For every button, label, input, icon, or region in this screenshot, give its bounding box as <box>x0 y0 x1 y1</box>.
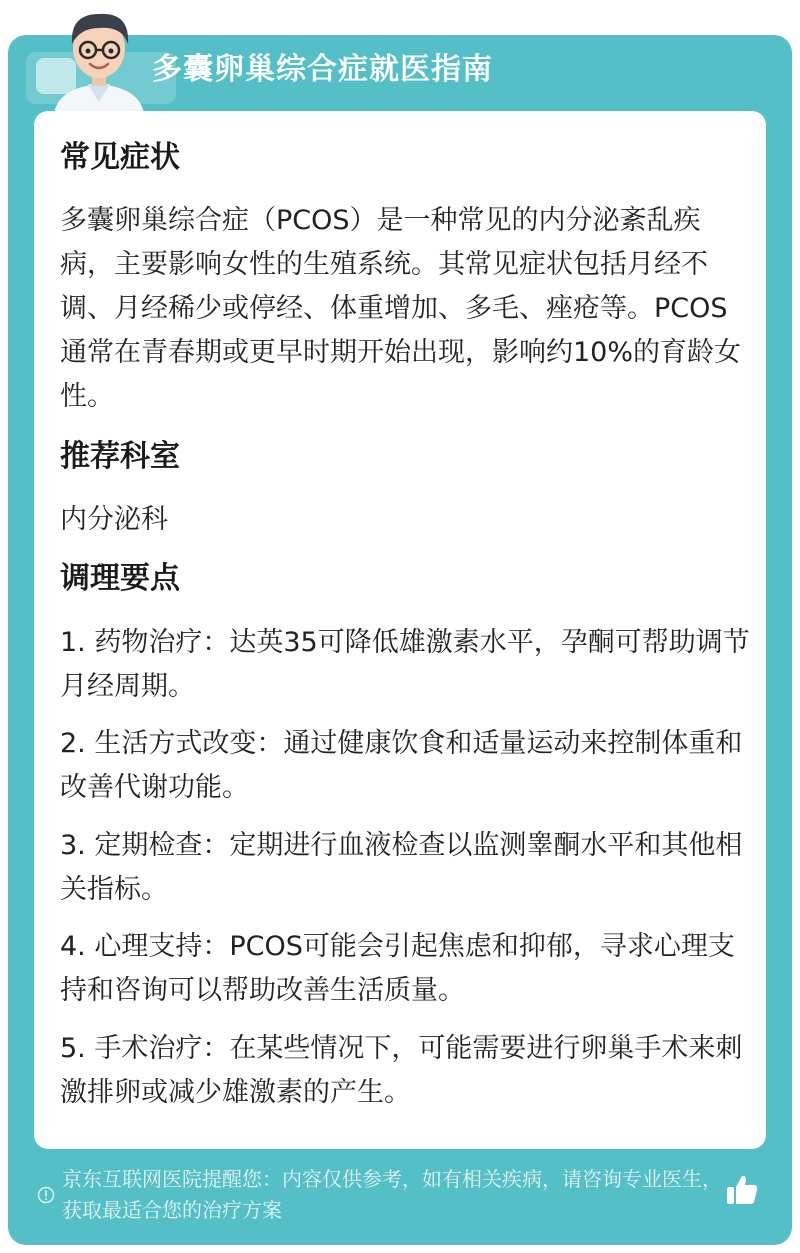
care-item: 3. 定期检查：定期进行血液检查以监测睾酮水平和其他相关指标。 <box>60 830 743 905</box>
care-item: 5. 手术治疗：在某些情况下，可能需要进行卵巢手术来刺激排卵或减少雄激素的产生。 <box>60 1033 743 1108</box>
symptoms-paragraph: 多囊卵巢综合症（PCOS）是一种常见的内分泌紊乱疾病，主要影响女性的生殖系统。其常见症状包括月经不调、月经稀少或停经、体重增加、多毛、痤疮等。PCOS通常在青春期或更早时期开始出现，影响约10%的育龄女性。 <box>60 205 742 412</box>
section-title-department: 推荐科室 <box>60 439 180 474</box>
page-title: 多囊卵巢综合症就医指南 <box>152 52 493 87</box>
info-icon <box>37 1186 55 1204</box>
doctor-avatar <box>44 6 154 114</box>
section-title-care: 调理要点 <box>60 561 180 596</box>
thumbs-up-icon[interactable] <box>724 1172 760 1208</box>
care-item: 2. 生活方式改变：通过健康饮食和适量运动来控制体重和改善代谢功能。 <box>60 728 743 803</box>
section-title-symptoms: 常见症状 <box>60 140 180 175</box>
care-item: 4. 心理支持：PCOS可能会引起焦虑和抑郁，寻求心理支持和咨询可以帮助改善生活质量。 <box>60 931 735 1006</box>
disclaimer-text: 京东互联网医院提醒您：内容仅供参考，如有相关疾病，请咨询专业医生，获取最适合您的治疗方案 <box>62 1167 722 1222</box>
department-paragraph: 内分泌科 <box>60 504 168 535</box>
care-item: 1. 药物治疗：达英35可降低雄激素水平，孕酮可帮助调节月经周期。 <box>60 627 750 702</box>
